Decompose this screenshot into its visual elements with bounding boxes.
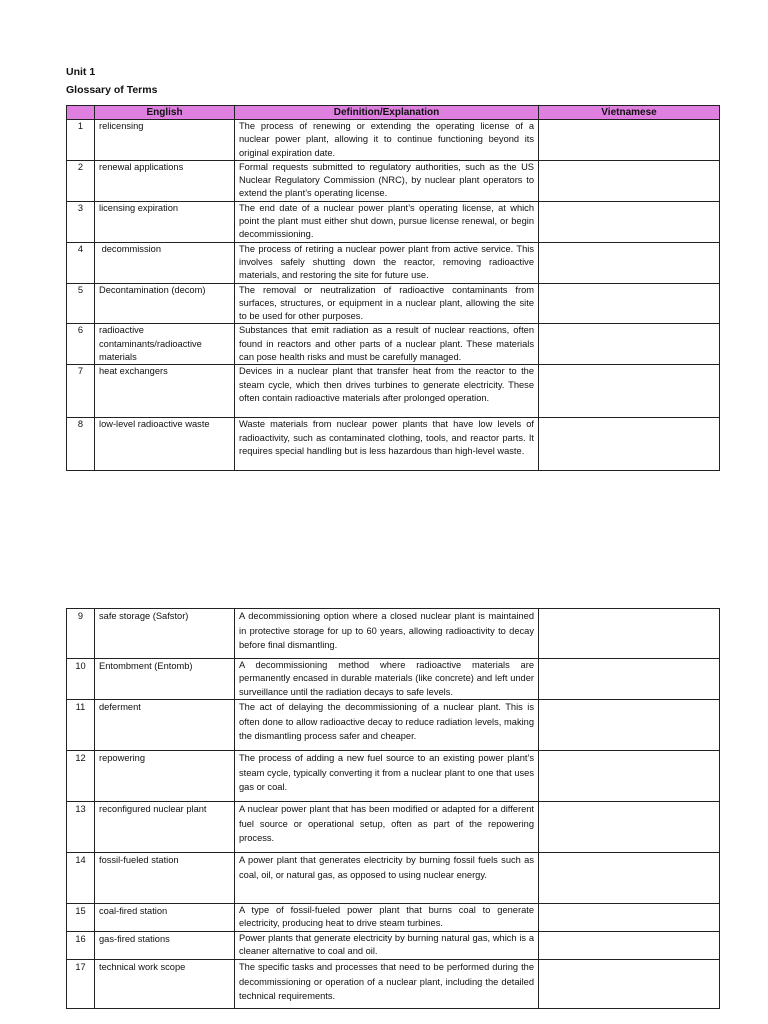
- header-definition: Definition/Explanation: [235, 106, 539, 120]
- row-definition: The end date of a nuclear power plant’s operating license, at which point the plant must either shut down, pursue license renewal, or begin decommissioning.: [235, 201, 539, 242]
- row-term: Decontamination (decom): [95, 283, 235, 324]
- row-term: heat exchangers: [95, 365, 235, 418]
- table-row: [67, 853, 720, 904]
- row-number: 13: [67, 802, 95, 853]
- row-term: fossil-fueled station: [95, 853, 235, 904]
- table-row: [67, 960, 720, 1009]
- row-number: 6: [67, 324, 95, 365]
- row-term: deferment: [95, 700, 235, 751]
- table-row: [67, 418, 720, 471]
- row-term: repowering: [95, 751, 235, 802]
- row-definition: Power plants that generate electricity by burning natural gas, which is a cleaner alternative to coal and oil.: [235, 932, 539, 960]
- row-vietnamese[interactable]: [539, 700, 720, 751]
- row-vietnamese[interactable]: [539, 120, 720, 161]
- row-definition: Substances that emit radiation as a result of nuclear reactions, often found in reactors and other parts of a nuclear plant. These materials can pose health risks and must be carefully managed.: [235, 324, 539, 365]
- row-term: renewal applications: [95, 160, 235, 201]
- row-vietnamese[interactable]: [539, 802, 720, 853]
- row-term: radioactive contaminants/radioactive materials: [95, 324, 235, 365]
- table-row: [67, 904, 720, 932]
- row-term: decommission: [95, 242, 235, 283]
- row-number: 4: [67, 242, 95, 283]
- row-number: 10: [67, 659, 95, 700]
- header-vietnamese: Vietnamese: [539, 106, 720, 120]
- row-definition: Devices in a nuclear plant that transfer heat from the reactor to the steam cycle, which then drives turbines to generate electricity. These often contain radioactive materials after prolonged operation.: [235, 365, 539, 418]
- table-row: [67, 802, 720, 853]
- table-row: [67, 120, 720, 161]
- row-vietnamese[interactable]: [539, 283, 720, 324]
- table-row: [67, 201, 720, 242]
- row-definition: A type of fossil-fueled power plant that burns coal to generate electricity, producing heat to drive steam turbines.: [235, 904, 539, 932]
- row-number: 2: [67, 160, 95, 201]
- row-definition: The process of adding a new fuel source to an existing power plant’s steam cycle, typically converting it from a nuclear plant to one that uses gas or coal.: [235, 751, 539, 802]
- row-definition: Waste materials from nuclear power plants that have low levels of radioactivity, such as contaminated clothing, tools, and reactor parts. It requires special handling but is less hazardous than high-level waste.: [235, 418, 539, 471]
- row-definition: A decommissioning option where a closed nuclear plant is maintained in protective storage for up to 60 years, allowing radioactivity to decay before final dismantling.: [235, 609, 539, 659]
- header-number: [67, 106, 95, 120]
- table-row: [67, 242, 720, 283]
- row-term: technical work scope: [95, 960, 235, 1009]
- table-header-row: [67, 106, 720, 120]
- row-definition: The specific tasks and processes that need to be performed during the decommissioning or operation of a nuclear plant, including the detailed technical requirements.: [235, 960, 539, 1009]
- table-row: [67, 365, 720, 418]
- row-number: 5: [67, 283, 95, 324]
- table-row: [67, 283, 720, 324]
- table-row: [67, 932, 720, 960]
- row-number: 7: [67, 365, 95, 418]
- row-definition: The process of renewing or extending the operating license of a nuclear power plant, allowing it to continue functioning beyond its original expiration date.: [235, 120, 539, 161]
- glossary-table-2: [66, 608, 720, 1009]
- row-term: safe storage (Safstor): [95, 609, 235, 659]
- row-vietnamese[interactable]: [539, 365, 720, 418]
- row-definition: The removal or neutralization of radioactive contaminants from surfaces, structures, or equipment in a nuclear plant, allowing the site to be used for other purposes.: [235, 283, 539, 324]
- row-number: 14: [67, 853, 95, 904]
- row-vietnamese[interactable]: [539, 751, 720, 802]
- row-vietnamese[interactable]: [539, 853, 720, 904]
- row-definition: The process of retiring a nuclear power plant from active service. This involves safely shutting down the reactor, removing radioactive materials, and restoring the site for future use.: [235, 242, 539, 283]
- table-row: [67, 700, 720, 751]
- row-definition: A nuclear power plant that has been modified or adapted for a different fuel source or operational setup, often as part of the repowering process.: [235, 802, 539, 853]
- row-vietnamese[interactable]: [539, 932, 720, 960]
- row-number: 3: [67, 201, 95, 242]
- row-vietnamese[interactable]: [539, 659, 720, 700]
- table-row: [67, 751, 720, 802]
- row-term: Entombment (Entomb): [95, 659, 235, 700]
- glossary-title: Glossary of Terms: [66, 84, 158, 96]
- row-definition: The act of delaying the decommissioning of a nuclear plant. This is often done to allow radioactive decay to reduce radiation levels, making the dismantling process safer and cheaper.: [235, 700, 539, 751]
- row-vietnamese[interactable]: [539, 324, 720, 365]
- row-definition: Formal requests submitted to regulatory authorities, such as the US Nuclear Regulatory Commission (NRC), by nuclear plant operators to extend the plant’s operating license.: [235, 160, 539, 201]
- row-definition: A decommissioning method where radioactive materials are permanently encased in durable materials (like concrete) and left under surveillance until the radiation decays to safe levels.: [235, 659, 539, 700]
- row-vietnamese[interactable]: [539, 609, 720, 659]
- row-term: coal-fired station: [95, 904, 235, 932]
- row-term: low-level radioactive waste: [95, 418, 235, 471]
- row-term: licensing expiration: [95, 201, 235, 242]
- row-number: 15: [67, 904, 95, 932]
- header-english: English: [95, 106, 235, 120]
- row-number: 1: [67, 120, 95, 161]
- row-vietnamese[interactable]: [539, 242, 720, 283]
- row-vietnamese[interactable]: [539, 418, 720, 471]
- row-definition: A power plant that generates electricity by burning fossil fuels such as coal, oil, or natural gas, as opposed to using nuclear energy.: [235, 853, 539, 904]
- table-row: [67, 160, 720, 201]
- row-number: 11: [67, 700, 95, 751]
- table-row: [67, 324, 720, 365]
- table-row: [67, 659, 720, 700]
- row-term: relicensing: [95, 120, 235, 161]
- row-number: 17: [67, 960, 95, 1009]
- row-vietnamese[interactable]: [539, 960, 720, 1009]
- row-vietnamese[interactable]: [539, 904, 720, 932]
- row-number: 8: [67, 418, 95, 471]
- row-term: gas-fired stations: [95, 932, 235, 960]
- row-vietnamese[interactable]: [539, 160, 720, 201]
- row-term: reconfigured nuclear plant: [95, 802, 235, 853]
- row-number: 12: [67, 751, 95, 802]
- unit-heading: Unit 1: [66, 66, 96, 78]
- row-vietnamese[interactable]: [539, 201, 720, 242]
- row-number: 9: [67, 609, 95, 659]
- table-row: [67, 609, 720, 659]
- row-number: 16: [67, 932, 95, 960]
- glossary-table-1: [66, 105, 720, 471]
